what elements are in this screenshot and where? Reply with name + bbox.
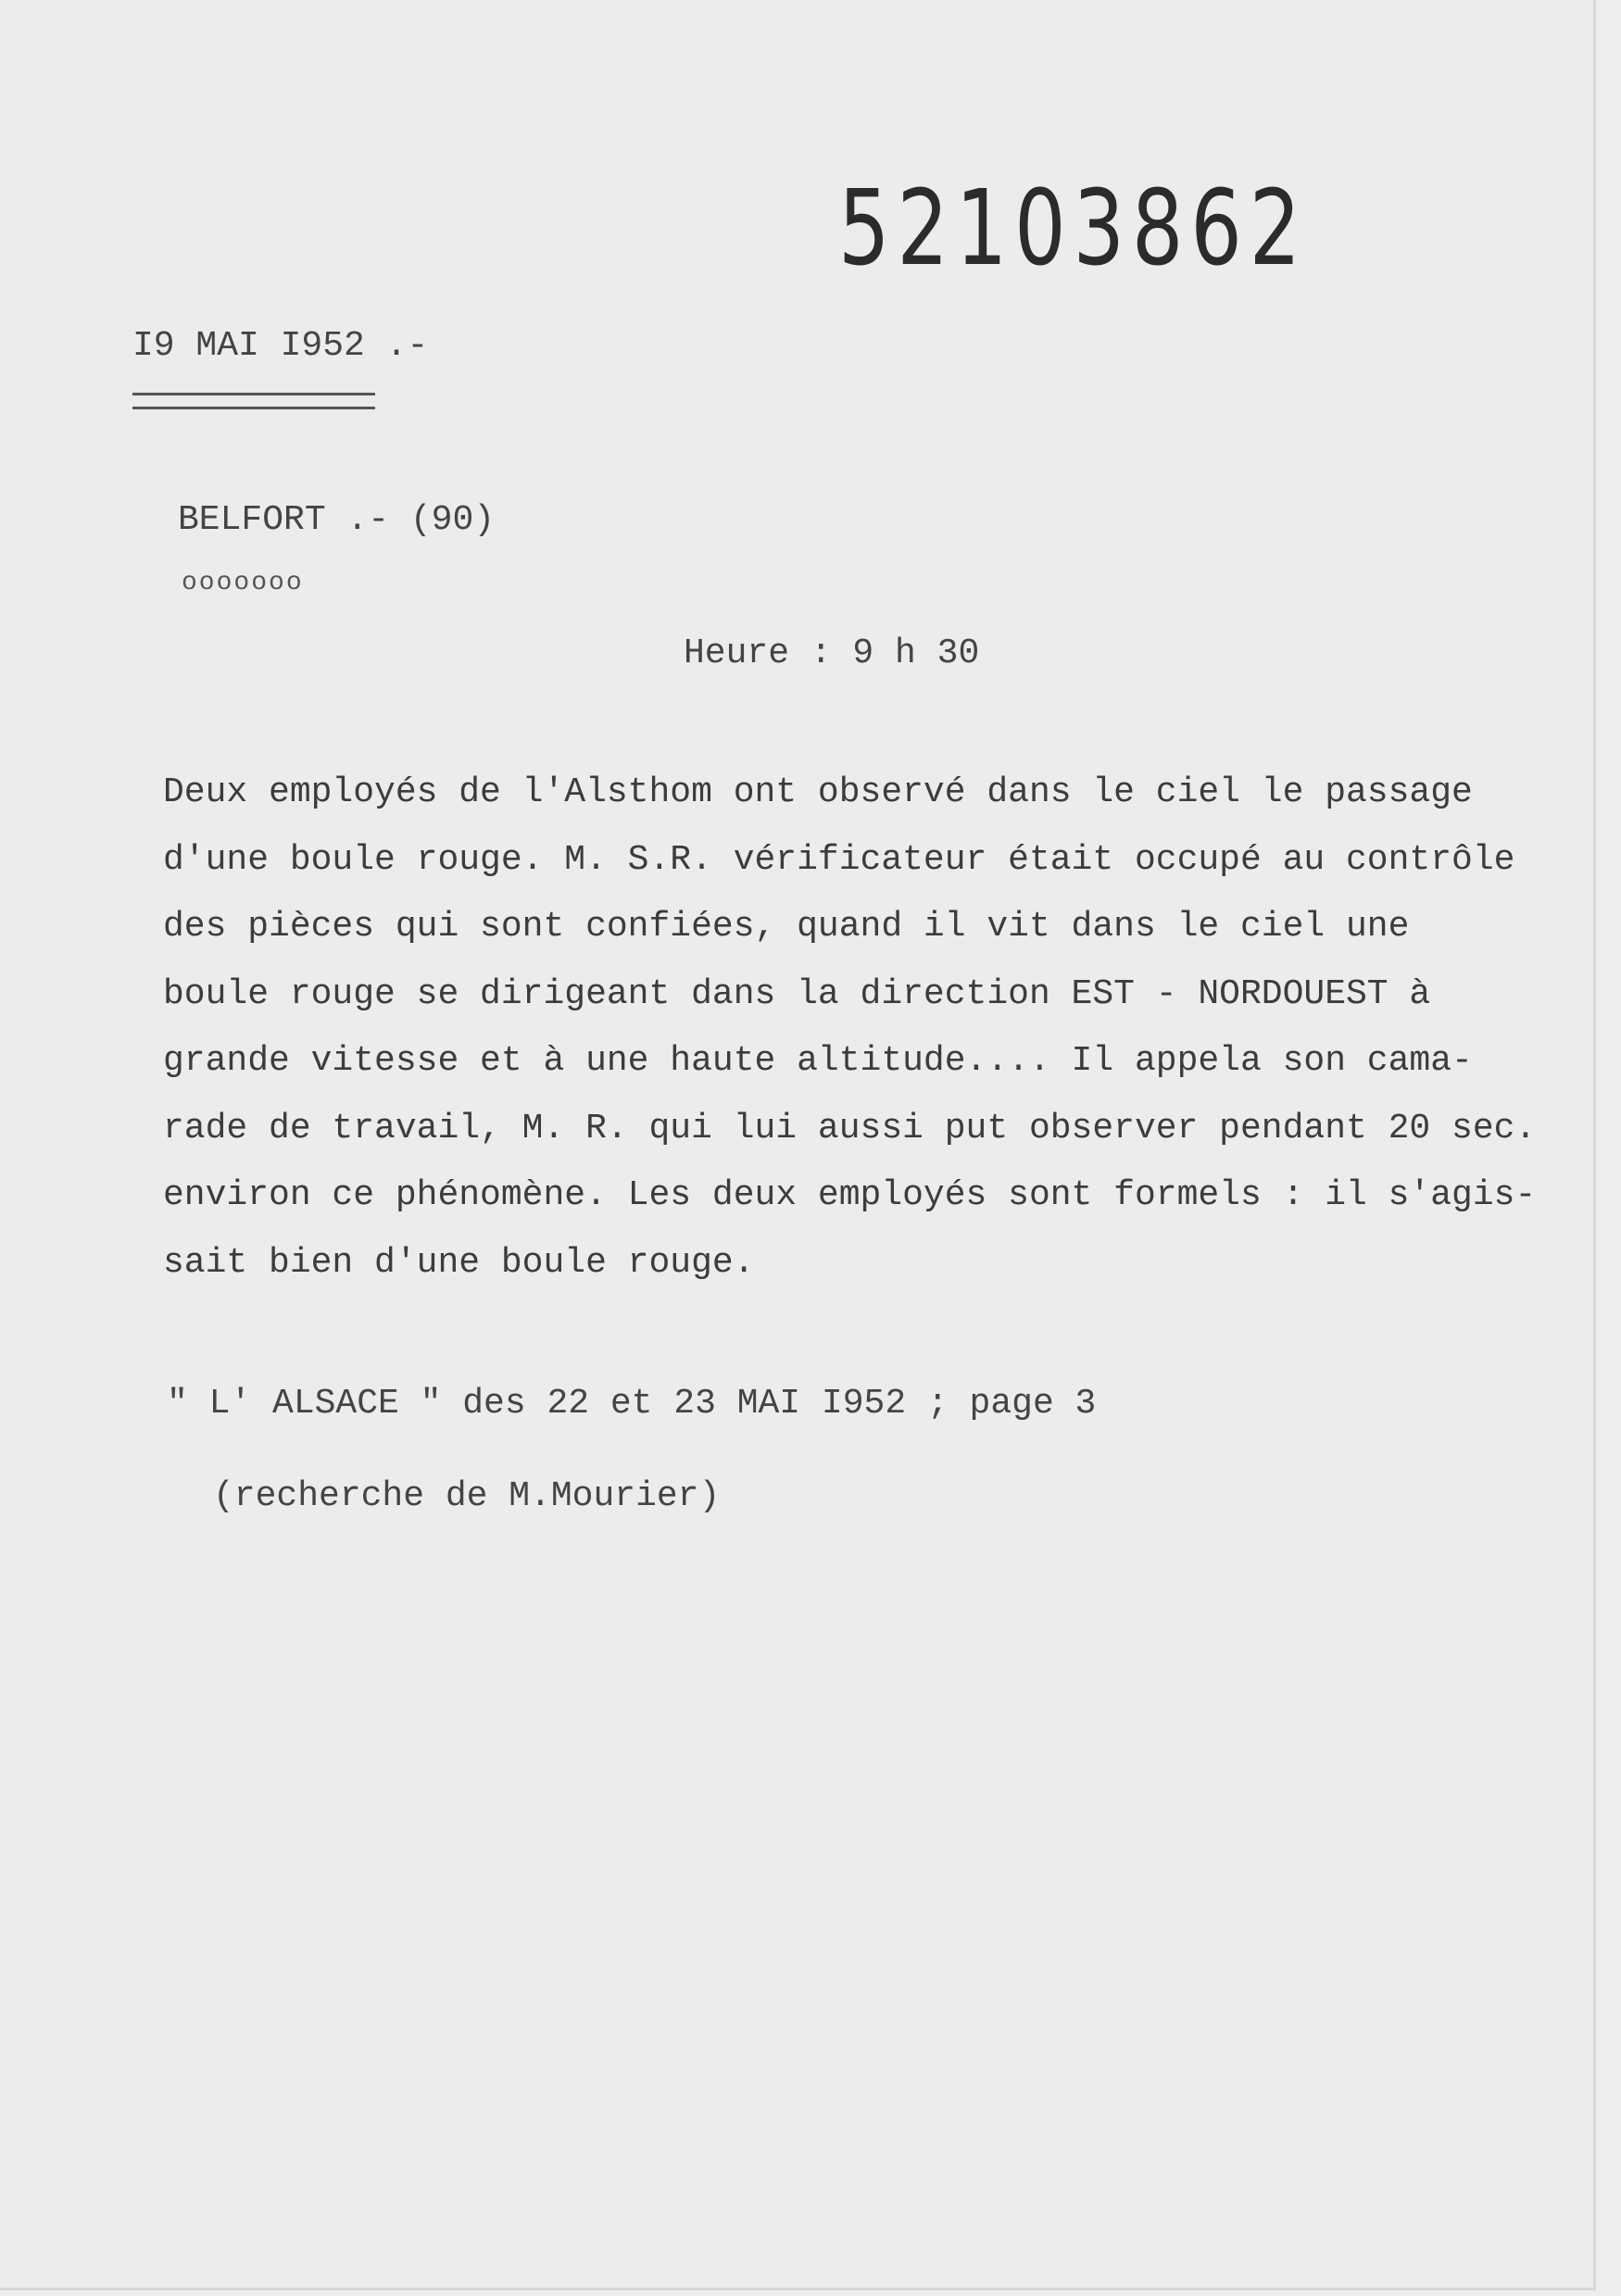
observation-time: Heure : 9 h 30 bbox=[684, 634, 980, 673]
research-note: (recherche de M.Mourier) bbox=[213, 1476, 721, 1516]
source-citation: " L' ALSACE " des 22 et 23 MAI I952 ; page 3 bbox=[167, 1384, 1097, 1424]
report-line: rade de travail, M. R. qui lui aussi put observer pendant 20 sec. bbox=[163, 1108, 1537, 1148]
location-underline: ooooooo bbox=[182, 569, 304, 597]
report-line: Deux employés de l'Alsthom ont observé dans le ciel le passage bbox=[163, 772, 1473, 812]
document-date: I9 MAI I952 .- bbox=[132, 326, 429, 366]
reference-number: 52103862 bbox=[838, 169, 1309, 289]
report-line: d'une boule rouge. M. S.R. vérificateur était occupé au contrôle bbox=[163, 839, 1515, 880]
report-line: sait bien d'une boule rouge. bbox=[163, 1242, 755, 1283]
report-line: environ ce phénomène. Les deux employés sont formels : il s'agis- bbox=[163, 1175, 1537, 1215]
report-line: des pièces qui sont confiées, quand il vit dans le ciel une bbox=[163, 907, 1410, 947]
date-double-underline bbox=[132, 393, 375, 409]
report-line: grande vitesse et à une haute altitude.... Il appela son cama- bbox=[163, 1041, 1473, 1081]
report-body bbox=[163, 759, 1580, 1297]
location-heading: BELFORT .- (90) bbox=[178, 500, 496, 540]
report-line: boule rouge se dirigeant dans la direction EST - NORDOUEST à bbox=[163, 973, 1431, 1014]
